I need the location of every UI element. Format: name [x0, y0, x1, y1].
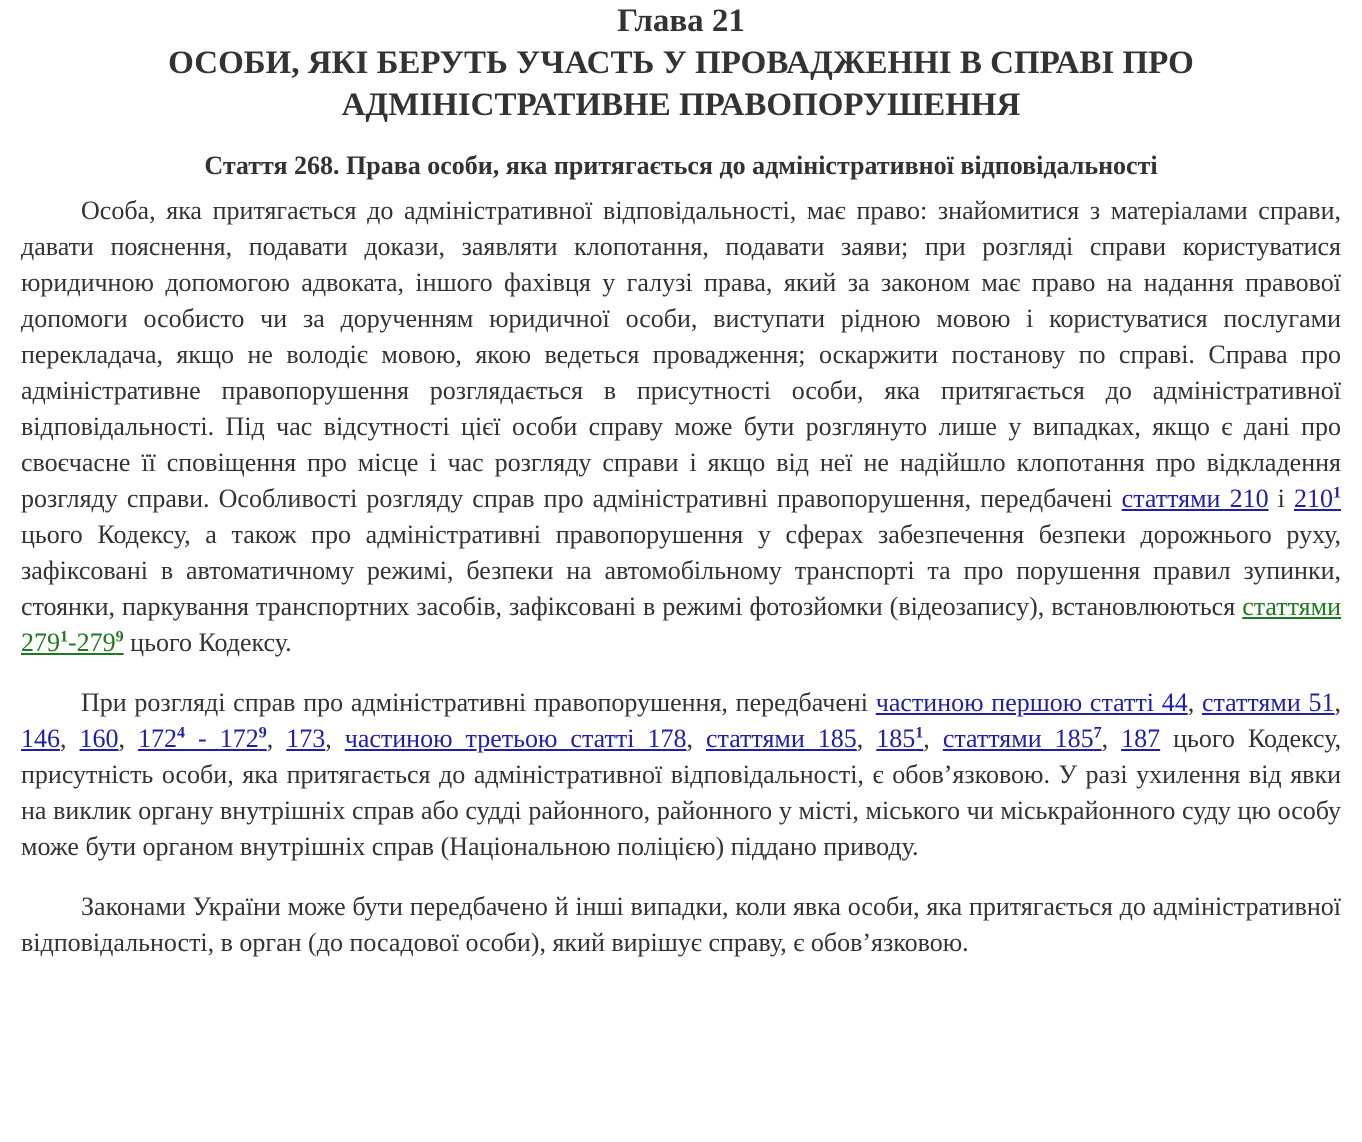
link-article-185-1[interactable]	[876, 724, 923, 753]
link-article-146[interactable]: 146	[21, 724, 60, 753]
separator: ,	[266, 724, 287, 753]
chapter-heading	[21, 0, 1341, 126]
link-article-185-7[interactable]	[943, 724, 1102, 753]
link-article-178-part-3[interactable]: частиною третьою статті 178	[344, 724, 687, 753]
paragraph-text: При розгляді справ про адміністративні правопорушення, передбачені	[81, 688, 876, 717]
link-label: 185	[876, 724, 916, 753]
link-article-187[interactable]: 187	[1121, 724, 1161, 753]
separator: ,	[118, 724, 139, 753]
link-label: - 172	[185, 724, 259, 753]
link-label: статтями 185	[942, 724, 1094, 753]
paragraph-text: цього Кодексу.	[123, 628, 292, 657]
superscript: 9	[258, 724, 267, 742]
article-paragraph-2	[21, 685, 1341, 865]
chapter-title-line-1: ОСОБИ, ЯКІ БЕРУТЬ УЧАСТЬ У ПРОВАДЖЕННІ В СПРАВІ ПРО	[168, 45, 1194, 81]
paragraph-text: цього Кодексу, присутність особи, яка притягається до адміністративної відповідальності, є обов’язковою. У разі ухилення від явки на виклик органу внутрішніх справ або судді районного, районного у місті, міського чи міськрайонного суду цю особу може бути органом внутрішніх справ (Національною поліцією) піддано приводу.	[21, 724, 1342, 861]
link-articles-172-range[interactable]	[138, 724, 267, 753]
separator: ,	[1101, 724, 1122, 753]
superscript: 4	[177, 724, 186, 742]
link-label: -279	[68, 628, 116, 657]
paragraph-text: Особа, яка притягається до адміністративної відповідальності, має право: знайомитися з матеріалами справи, давати пояснення, подавати докази, заявляти клопотання, подавати заяви; при розгляді справи користуватися юридичною допомогою адвоката, іншого фахівця у галузі права, який за законом має право на надання правової допомоги особисто чи за дорученням юридичної особи, виступати рідною мовою і користуватися послугами перекладача, якщо не володіє мовою, якою ведеться провадження; оскаржити постанову по справі. Справа про адміністративне правопорушення розглядається в присутності особи, яка притягається до адміністративної відповідальності. Під час відсутності цієї особи справу може бути розглянуто лише у випадках, якщо є дані про своєчасне її сповіщення про місце і час розгляду справи і якщо від неї не надійшло клопотання про відкладення розгляду справи. Особливості розгляду справ про адміністративні правопорушення, передбачені	[21, 196, 1341, 513]
separator: ,	[856, 724, 877, 753]
superscript: 1	[1333, 484, 1341, 502]
separator: ,	[1334, 688, 1341, 717]
link-label: статтями 279	[21, 592, 1341, 657]
article-paragraph-1	[21, 193, 1341, 661]
separator: ,	[686, 724, 706, 753]
superscript: 1	[915, 724, 924, 742]
link-article-210[interactable]: статтями 210	[1121, 484, 1269, 513]
superscript: 9	[115, 628, 124, 646]
link-article-160[interactable]: 160	[79, 724, 119, 753]
link-article-44-part-1[interactable]: частиною першою статті 44	[875, 688, 1188, 717]
separator: ,	[1187, 688, 1202, 717]
separator: ,	[60, 724, 80, 753]
article-title: Стаття 268. Права особи, яка притягається до адміністративної відповідальності	[204, 151, 1158, 180]
paragraph-text: цього Кодексу, а також про адміністративні правопорушення у сферах забезпечення безпеки дорожнього руху, зафіксовані в автоматичному режимі, безпеки на автомобільному транспорті та про порушення правил зупинки, стоянки, паркування транспортних засобів, зафіксовані в режимі фотозйомки (відеозапису), встановлюються	[21, 520, 1341, 621]
link-article-210-1[interactable]	[1294, 484, 1341, 513]
separator: ,	[923, 724, 943, 753]
paragraph-text: і	[1268, 484, 1294, 513]
link-label: 172	[138, 724, 178, 753]
link-article-185[interactable]: статтями 185	[705, 724, 857, 753]
chapter-number: Глава 21	[617, 3, 745, 39]
link-label: 210	[1294, 484, 1333, 513]
superscript: 1	[60, 628, 68, 646]
link-article-51[interactable]: статтями 51	[1201, 688, 1335, 717]
chapter-title-line-2: АДМІНІСТРАТИВНЕ ПРАВОПОРУШЕННЯ	[341, 87, 1021, 123]
superscript: 7	[1093, 724, 1102, 742]
separator: ,	[325, 724, 345, 753]
article-paragraph-3: Законами України може бути передбачено й інші випадки, коли явка особи, яка притягається до адміністративної відповідальності, в орган (до посадової особи), який вирішує справу, є обов’язковою.	[21, 892, 1341, 957]
link-article-173[interactable]: 173	[286, 724, 326, 753]
